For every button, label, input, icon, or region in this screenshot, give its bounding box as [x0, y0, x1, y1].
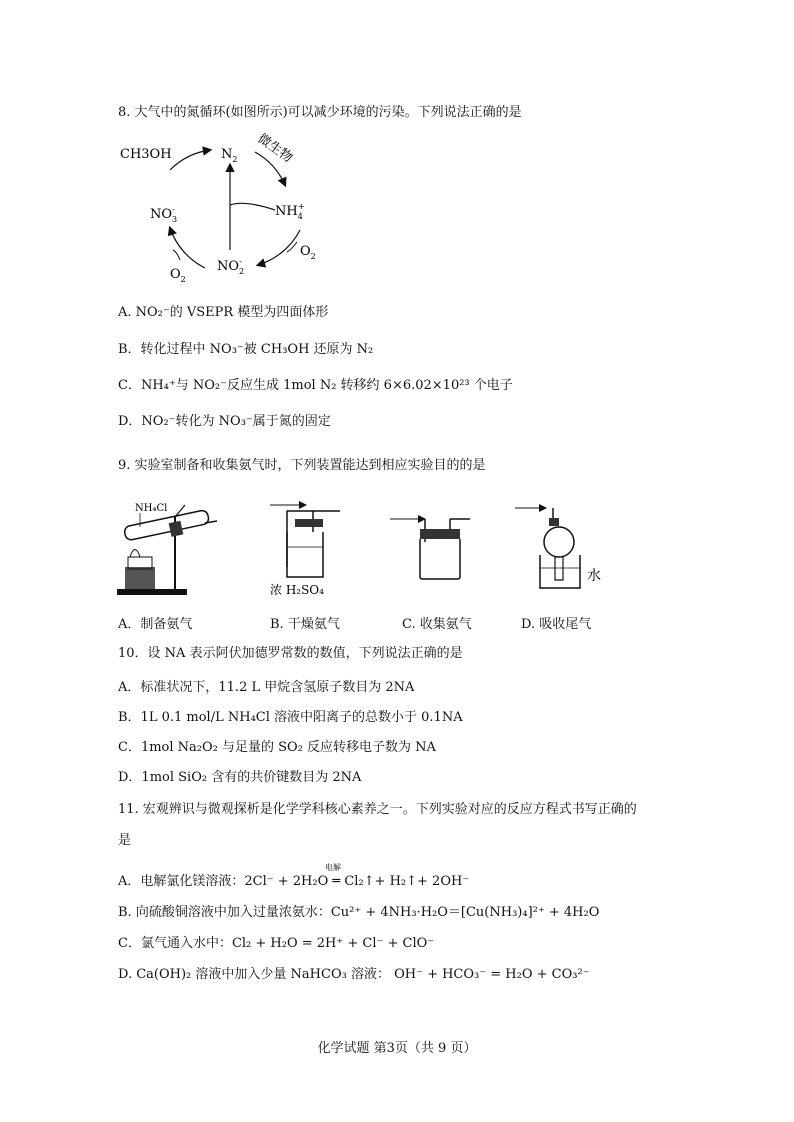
arc-bottom-left: [170, 228, 205, 268]
nh4cl-label: NH₄Cl: [135, 503, 168, 514]
h2so4-label: 浓 H₂SO₄: [270, 583, 324, 597]
apparatus-a-heating: [115, 497, 220, 602]
o2-right-label: $O_2$: [300, 244, 316, 261]
q9-option-a: A．制备氨气: [118, 617, 193, 632]
no3-label: $NO_3-$: [150, 205, 178, 224]
q9-option-d: D. 吸收尾气: [521, 617, 592, 632]
electrolysis-condition: 电解: [325, 863, 341, 872]
q8-option-c: C．NH₄⁺与 NO₂⁻反应生成 1mol N₂ 转移约 6×6.02×10²³ 个电子: [118, 378, 513, 393]
water-label: 水: [587, 568, 601, 584]
apparatus-d-absorption: [515, 500, 615, 600]
q10-option-d: D．1mol SiO₂ 含有的共价键数目为 2NA: [118, 770, 362, 785]
microbe-label: 微生物: [254, 131, 296, 166]
apparatus-b-drying-bottle: [265, 497, 355, 602]
q9-stem: 9. 实验室制备和收集氨气时，下列装置能达到相应实验目的的是: [118, 458, 486, 473]
q10-option-a: A．标准状况下，11.2 L 甲烷含氢原子数目为 2NA: [118, 680, 415, 695]
q11-option-b: B. 向硫酸铜溶液中加入过量浓氨水：Cu²⁺ + 4NH₃·H₂O＝[Cu(NH₃)₄]²⁺ + 4H₂O: [118, 905, 600, 920]
q8-option-d: D．NO₂⁻转化为 NO₃⁻属于氮的固定: [118, 414, 331, 429]
q9-option-c: C. 收集氨气: [402, 617, 472, 632]
q11-stem-line2: 是: [118, 833, 132, 848]
arc-right-lower: [258, 230, 300, 265]
q11-option-d: D. Ca(OH)₂ 溶液中加入少量 NaHCO₃ 溶液： OH⁻ + HCO₃⁻ = H₂O + CO₃²⁻: [118, 967, 590, 982]
q10-option-c: C．1mol Na₂O₂ 与足量的 SO₂ 反应转移电子数为 NA: [118, 740, 436, 755]
q11-option-a: A．电解氯化镁溶液：2Cl⁻ + 2H₂O ═ Cl₂↑+ H₂↑+ 2OH⁻: [118, 874, 470, 889]
o2-left-label: $O_2$: [170, 267, 186, 284]
n2-label: $N_2$: [221, 147, 238, 164]
q10-option-b: B．1L 0.1 mol/L NH₄Cl 溶液中阳离子的总数小于 0.1NA: [118, 710, 463, 725]
q9-option-b: B. 干燥氨气: [270, 617, 340, 632]
arc-top-left: [170, 150, 210, 170]
q8-option-a: A. NO₂⁻的 VSEPR 模型为四面体形: [118, 305, 329, 320]
page-footer: 化学试题 第3页（共 9 页）: [317, 1041, 477, 1056]
ch3oh-label: CH3OH: [120, 147, 172, 162]
apparatus-c-collecting-bottle: [390, 507, 480, 597]
no2-label: $NO_2-$: [217, 257, 245, 276]
q10-stem: 10．设 NA 表示阿伏加德罗常数的数值，下列说法正确的是: [118, 646, 463, 661]
q8-option-b: B．转化过程中 NO₃⁻被 CH₃OH 还原为 N₂: [118, 342, 374, 357]
nh4-label: $NH_4+$: [275, 202, 305, 221]
q8-stem: 8. 大气中的氮循环(如图所示)可以减少环境的污染。下列说法正确的是: [118, 105, 522, 120]
q11-stem-line1: 11. 宏观辨识与微观探析是化学学科核心素养之一。下列实验对应的反应方程式书写正确的: [118, 802, 637, 817]
q11-option-c: C．氯气通入水中：Cl₂ + H₂O = 2H⁺ + Cl⁻ + ClO⁻: [118, 936, 435, 951]
nitrogen-cycle-diagram: [115, 130, 335, 290]
